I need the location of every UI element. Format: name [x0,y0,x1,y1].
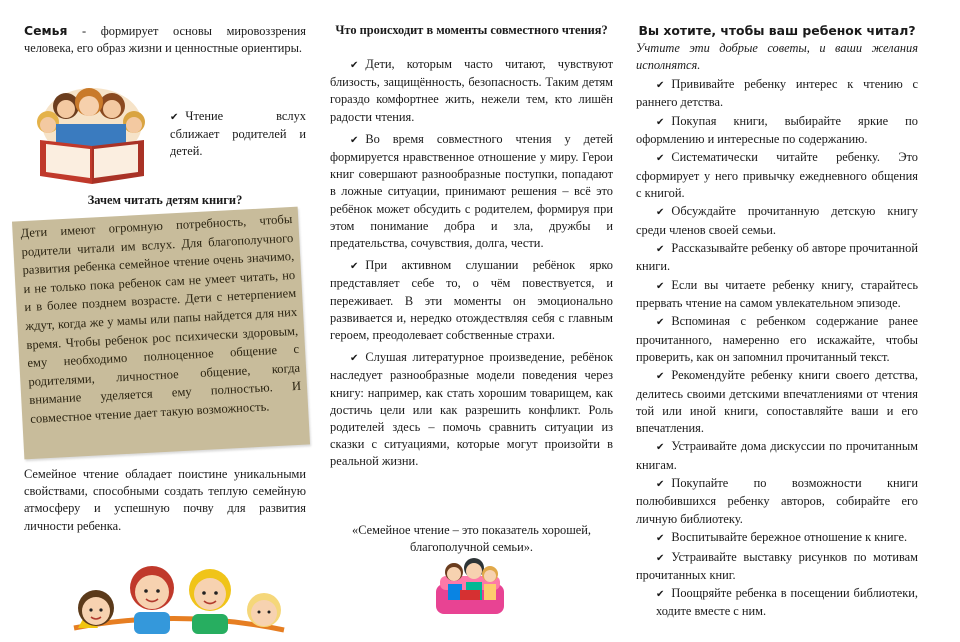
advice-heading: Вы хотите, чтобы ваш ребенок читал? [638,23,916,38]
joint-reading-item: ✔ При активном слушании ребёнок ярко представляет себе то, о чём повествуется, и переживает. В эти моменты он эмоционально развивается и, нередко отождествляя себя с главным героем, преодолевает собственные страхи. [330,257,613,344]
advice-item: ✔ Вспоминая с ребенком содержание ранее прочитанного, намеренно его искажайте, чтобы проверить, как он запомнил прочитанный текст. [636,313,918,366]
reading-aloud-text: Чтение вслух сближает родителей и детей. [170,109,306,159]
check-icon [656,368,671,382]
advice-item: ✔ Поощряйте ребенка в посещении библиотеки, ходите вместе с ним. [636,585,918,620]
check-icon [656,314,671,328]
why-read-heading: Зачем читать детям книги? [87,193,243,207]
check-icon [656,439,671,453]
advice-item: ✔ Рекомендуйте ребенку книги своего детства, делитесь своими детскими впечатлениями от чтения той или иной книги, сопоставляйте ваши и его впечатления. [636,367,918,437]
check-icon [350,350,365,364]
family-sofa-illustration [434,554,506,618]
check-icon [170,109,185,123]
check-icon [656,550,671,564]
joint-reading-list [330,56,613,471]
joint-reading-item: ✔ Во время совместного чтения у детей формируется нравственное отношение у миру. Герои книг совершают разнообразные поступки, попадают в ложные ситуации, принимают решения – всё это ребёнок может обсудить с родителем, формируя при этом понимание добра и зла, дружбы и предательства, сочувствия, долга, чести. [330,131,613,252]
check-icon [350,57,365,71]
check-icon [656,278,671,292]
advice-item: ✔ Устраивайте дома дискуссии по прочитанным книгам. [636,438,918,473]
check-icon [350,132,365,146]
family-reading-illustration [26,84,158,188]
check-icon [656,241,671,255]
check-icon [656,114,671,128]
children-illustration [64,548,294,640]
reading-aloud-item [170,108,306,161]
advice-item: ✔ Воспитывайте бережное отношение к книге. [636,529,918,547]
family-quote: «Семейное чтение – это показатель хорошей, благополучной семьи». [352,523,591,555]
family-intro [24,22,306,57]
check-icon [656,77,671,91]
family-intro-text: - формирует основы мировоззрения человека, его образ жизни и ценностные ориентиры. [24,24,306,56]
advice-item: ✔ Рассказывайте ребенку об авторе прочитанной книги. [636,240,918,275]
why-read-note-text: Дети имеют огромную потребность, чтобы родители читали им вслух. Для благополучного развития ребенка семейное чтение очень значимо, и не только пока ребенок сам не умеет читать, но и в более позднем возрасте. Дети с нетерпением ждут, когда же у мамы или папы найдется для них время. Чтобы ребенок рос психически здоровым, ему необходимо полноценное общение с родителями, личностное общение, когда внимание уделяется ему полностью. И совместное чтение дает такую возможность. [20,211,302,426]
why-read-note [12,207,310,460]
check-icon [656,530,671,544]
advice-list [636,76,918,621]
advice-item: ✔ Прививайте ребенку интерес к чтению с раннего детства. [636,76,918,111]
check-icon [656,150,671,164]
advice-item: ✔ Покупайте по возможности книги полюбившихся ребенку авторов, собирайте его личную библиотеку. [636,475,918,528]
advice-item: ✔ Если вы читаете ребенку книгу, старайтесь прервать чтение на самом увлекательном эпизоде. [636,277,918,312]
advice-subheading: Учтите эти добрые советы, и ваши желания исполнятся. [636,41,918,73]
joint-reading-heading: Что происходит в моменты совместного чтения? [335,23,608,37]
check-icon [656,476,671,490]
family-reading-paragraph: Семейное чтение обладает поистине уникальными свойствами, способными создать теплую семейную атмосферу и успешную почву для развития личности ребенка. [24,467,306,533]
check-icon [656,586,671,600]
family-intro-bold: Семья [24,23,68,38]
joint-reading-item: ✔ Дети, которым часто читают, чувствуют близость, защищённость, безопасность. Таким детям гораздо комфортнее жить, нежели тем, кто лишён радости чтения. [330,56,613,126]
advice-item: ✔ Покупая книги, выбирайте яркие по оформлению и интересные по содержанию. [636,113,918,148]
check-icon [350,258,365,272]
check-icon [656,204,671,218]
advice-item: ✔ Обсуждайте прочитанную детскую книгу среди членов своей семьи. [636,203,918,238]
advice-item: ✔ Устраивайте выставку рисунков по мотивам прочитанных книг. [636,549,918,584]
joint-reading-item: ✔ Слушая литературное произведение, ребёнок наследует разнообразные модели поведения через книгу: например, как стать хорошим товарищем, как достичь цели или как разрешить конфликт. Роль родителей здесь – помочь сравнить ситуации из сказки с ситуациями, которые могут произойти в реальной жизни. [330,349,613,470]
advice-item: ✔ Систематически читайте ребенку. Это сформирует у него привычку ежедневного общения с книгой. [636,149,918,202]
